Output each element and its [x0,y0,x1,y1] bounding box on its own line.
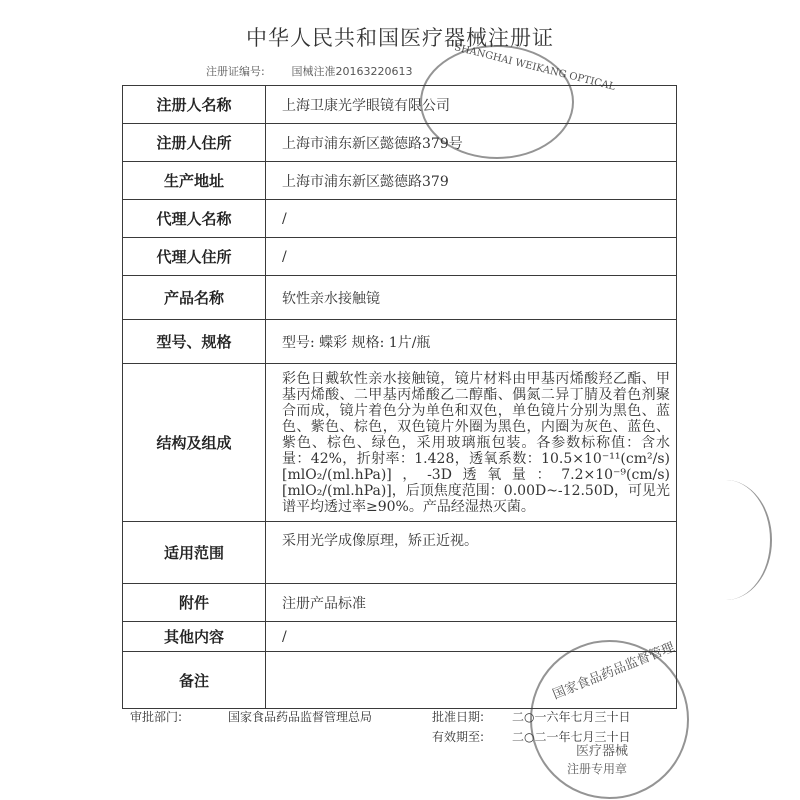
row-key: 结构及组成 [123,364,266,522]
table-row [123,124,677,162]
row-value: 上海卫康光学眼镜有限公司 [266,86,677,124]
row-key: 其他内容 [123,622,266,652]
row-value: / [266,238,677,276]
row-value: / [266,622,677,652]
official-seal-line1: 医疗器械 [576,744,629,759]
reg-no-label: 注册证编号: [206,65,265,78]
row-key: 代理人名称 [123,200,266,238]
reg-no-value: 国械注准20163220613 [291,65,413,78]
row-value: / [266,200,677,238]
table-row [123,584,677,622]
row-key: 注册人住所 [123,124,266,162]
valid-date-label: 有效期至: [432,730,485,744]
table-row [123,364,677,522]
row-key: 注册人名称 [123,86,266,124]
table-row [123,238,677,276]
table-row [123,276,677,320]
row-value: 上海市浦东新区懿德路379号 [266,124,677,162]
row-key: 附件 [123,584,266,622]
official-seal-ring-text: 国家食品药品监督管理 [550,640,677,703]
certificate-table [122,85,677,709]
edge-stamp [680,480,772,600]
row-value: 软性亲水接触镜 [266,276,677,320]
official-seal-line2: 注册专用章 [567,762,628,776]
row-key: 备注 [123,652,266,709]
row-key: 适用范围 [123,522,266,584]
row-key: 生产地址 [123,162,266,200]
page-title: 中华人民共和国医疗器械注册证 [246,26,554,50]
row-value: 彩色日戴软性亲水接触镜，镜片材料由甲基丙烯酸羟乙酯、甲基丙烯酸、二甲基丙烯酸乙二醇酯、偶氮二异丁腈及着色剂聚合而成，镜片着色分为单色和双色，单色镜片分别为黑色、蓝色、紫色、棕色，双色镜片外圈为黑色，内圈为灰色、蓝色、紫色、棕色、绿色，采用玻璃瓶包装。各参数标称值：含水量：42%，折射率：1.428，透氧系数：10.5×10⁻¹¹(cm²/s)[mlO₂/(ml.hPa)]，-3D透氧量：7.2×10⁻⁹(cm/s)[mlO₂/(ml.hPa)]，后顶焦度范围：0.00D~-12.50D，可见光谱平均透过率≥90%。产品经湿热灭菌。 [266,364,677,522]
row-key: 产品名称 [123,276,266,320]
row-value: 型号: 蝶彩 规格: 1片/瓶 [266,320,677,364]
row-value: 注册产品标准 [266,584,677,622]
company-stamp-text: SHANGHAI WEIKANG OPTICAL [453,42,617,93]
row-value: 上海市浦东新区懿德路379 [266,162,677,200]
approver-value: 国家食品药品监督管理总局 [228,710,373,724]
approve-date-value: 二○一六年七月三十日 [512,710,631,724]
table-row [123,162,677,200]
approve-date-label: 批准日期: [432,710,485,724]
registration-number [206,63,412,79]
table-row [123,200,677,238]
approver-label: 审批部门: [130,710,183,724]
table-row [123,320,677,364]
table-row [123,522,677,584]
valid-date-value: 二○二一年七月三十日 [512,730,631,744]
row-key: 代理人住所 [123,238,266,276]
row-value: 采用光学成像原理，矫正近视。 [266,522,677,584]
row-key: 型号、规格 [123,320,266,364]
table-row [123,86,677,124]
